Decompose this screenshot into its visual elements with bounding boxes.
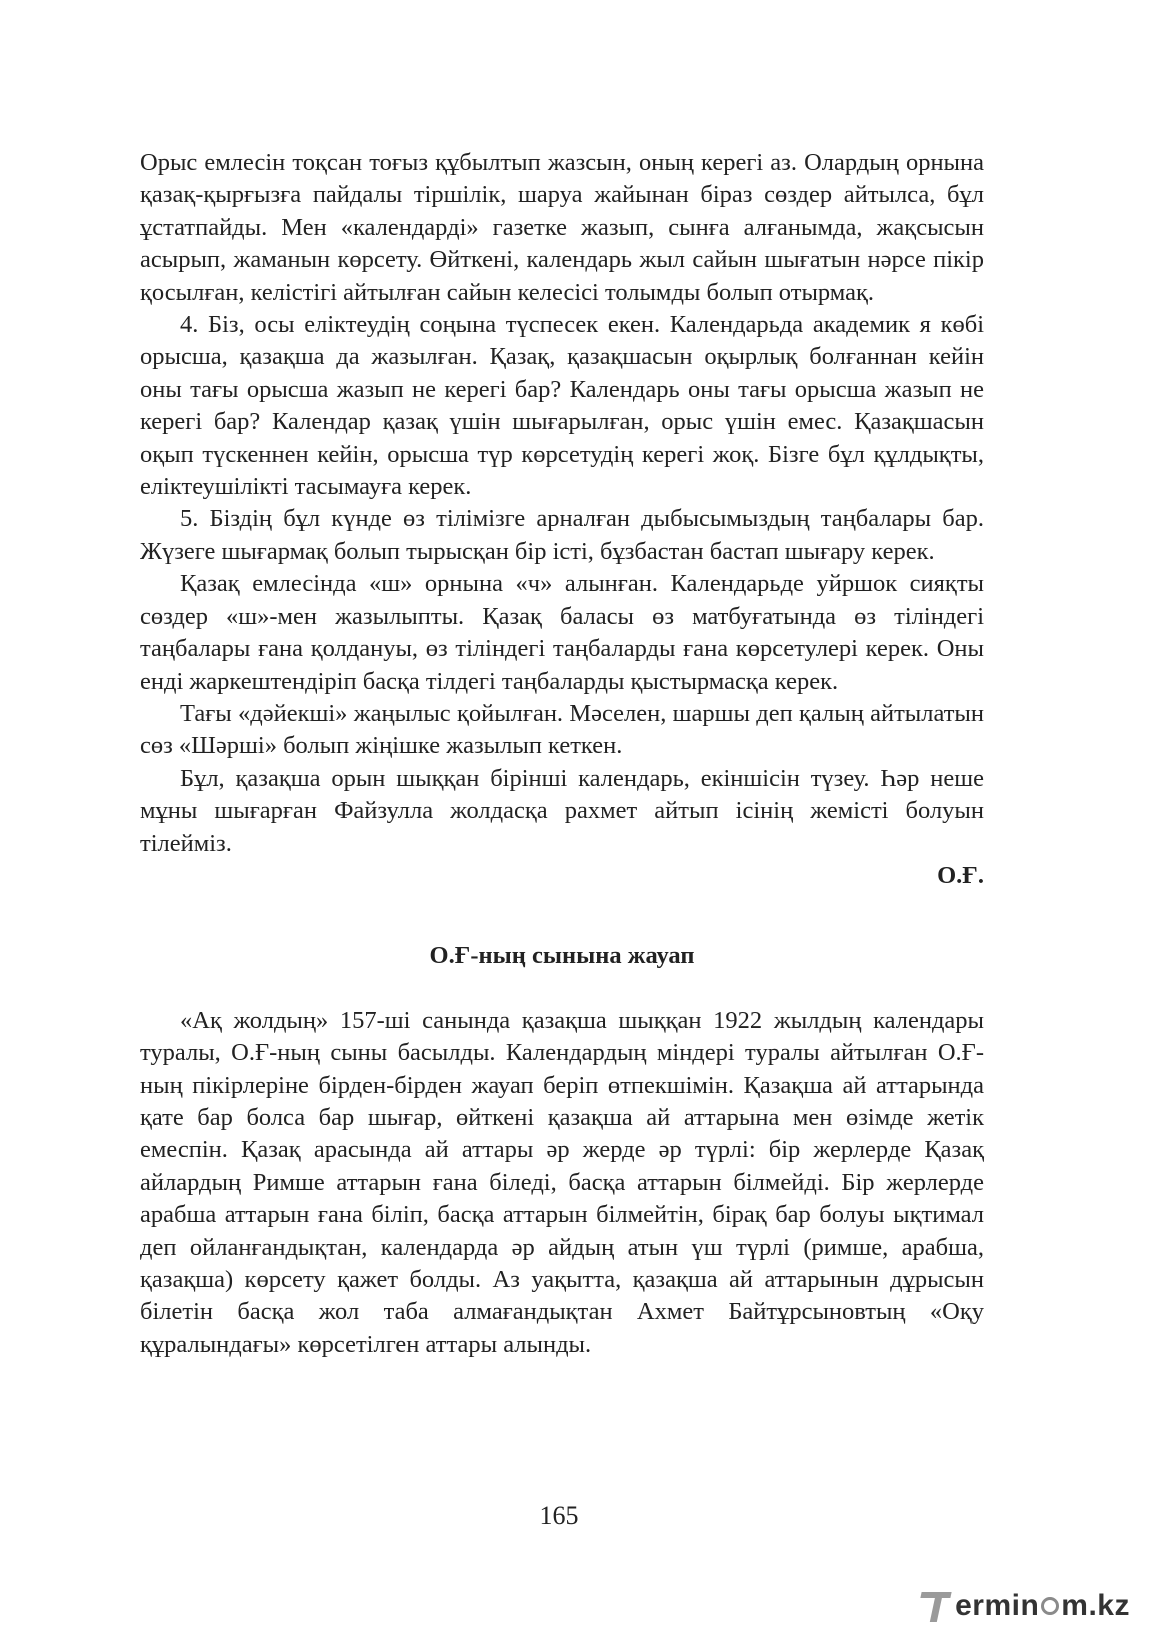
author-signature: О.Ғ. <box>937 861 984 889</box>
terminco-watermark-logo <box>921 1588 1130 1624</box>
watermark-text-end: m.kz <box>1061 1589 1130 1622</box>
page-number: 165 <box>539 1501 579 1530</box>
watermark-text-start: ermin <box>955 1589 1040 1622</box>
paragraph-4: Қазақ емлесінда «ш» орнына «ч» алынған. Календарьде уйршок сияқты сөздер «ш»-мен жазылыпты. Қазақ баласы өз матбуғатында өз тіліндегі таңбалары ғана қолдануы, өз тіліндегі таңбаларды ғана көрсетулері керек. Оны енді жаркештендіріп басқа тілдегі таңбаларды қыстырмасқа керек. <box>140 570 984 695</box>
paragraph-1: Орыс емлесін тоқсан тоғыз құбылтып жазсын, оның керегі аз. Олардың орнына қазақ-қырғызға пайдалы тіршілік, шаруа жайынан біраз сөздер айтылса, бұл ұстатпайды. Мен «календарді» газетке жазып, сынға алғанымда, жақсысын асырып, жаманын көрсету. Өйткені, календарь жыл сайын шығатын нәрсе пікір қосылған, келістігі айтылған сайын келесісі толымды болып отырмақ. <box>140 149 984 306</box>
paragraph-2: 4. Біз, осы еліктеудің соңына түспесек екен. Календарьда академик я көбі орысша, қазақша да жазылған. Қазақ, қазақшасын оқырлық болғаннан кейін оны тағы орысша жазып не керегі бар? Календарь оны тағы орысша жазып не керегі бар? Календар қазақ үшін шығарылған, орыс үшін емес. Қазақшасын оқып түскеннен кейін, орысша түр көрсетудің керегі жоқ. Бізге бұл құлдықты, еліктеушілікті тасымауға керек. <box>140 311 984 501</box>
paragraph-3: 5. Біздің бұл күнде өз тілімізге арналған дыбысымыздың таңбалары бар. Жүзеге шығармақ болып тырысқан бір істі, бұзбастан бастап шығару керек. <box>140 505 984 565</box>
watermark-t-icon <box>921 1588 955 1624</box>
paragraph-7: «Ақ жолдың» 157-ші санында қазақша шыққан 1922 жылдың календары туралы, О.Ғ-ның сыны басылды. Календардың міндері туралы айтылған О.Ғ-ның пікірлеріне бірден-бірден жауап беріп өтпекшімін. Қазақша ай аттарында қате бар болса бар шығар, өйткені қазақша ай аттарына мен өзімде жетік емеспін. Қазақ арасында ай аттары әр жерде әр түрлі: бір жерлерде Қазақ айлардың Римше аттарын ғана біледі, басқа аттарын білмейді. Бір жерлерде арабша аттарын ғана біліп, басқа аттарын білмейтін, бірақ бар болуы ықтимал деп ойланғандықтан, календарда әр айдың атын үш түрлі (римше, арабша, қазақша) көрсету қажет болды. Аз уақытта, қазақша ай аттарынын дұрысын білетін басқа жол таба алмағандықтан Ахмет Байтұрсыновтың «Оқу құралындағы» көрсетілген аттары алынды. <box>140 1006 984 1358</box>
watermark-circle-icon <box>1041 1597 1059 1615</box>
paragraph-5: Тағы «дәйекші» жаңылыс қойылған. Мәселен, шаршы деп қалың айтылатын сөз «Шәрші» болып жіңішке жазылып кеткен. <box>140 699 984 760</box>
section-heading: О.Ғ-ның сынына жауап <box>429 942 695 970</box>
document-page <box>140 147 984 1361</box>
paragraph-6: Бұл, қазақша орын шыққан бірінші календарь, екіншісін түзеу. Һәр неше мұны шығарған Файзулла жолдасқа рахмет айтып ісінің жемісті болуын тілейміз. <box>140 764 984 857</box>
